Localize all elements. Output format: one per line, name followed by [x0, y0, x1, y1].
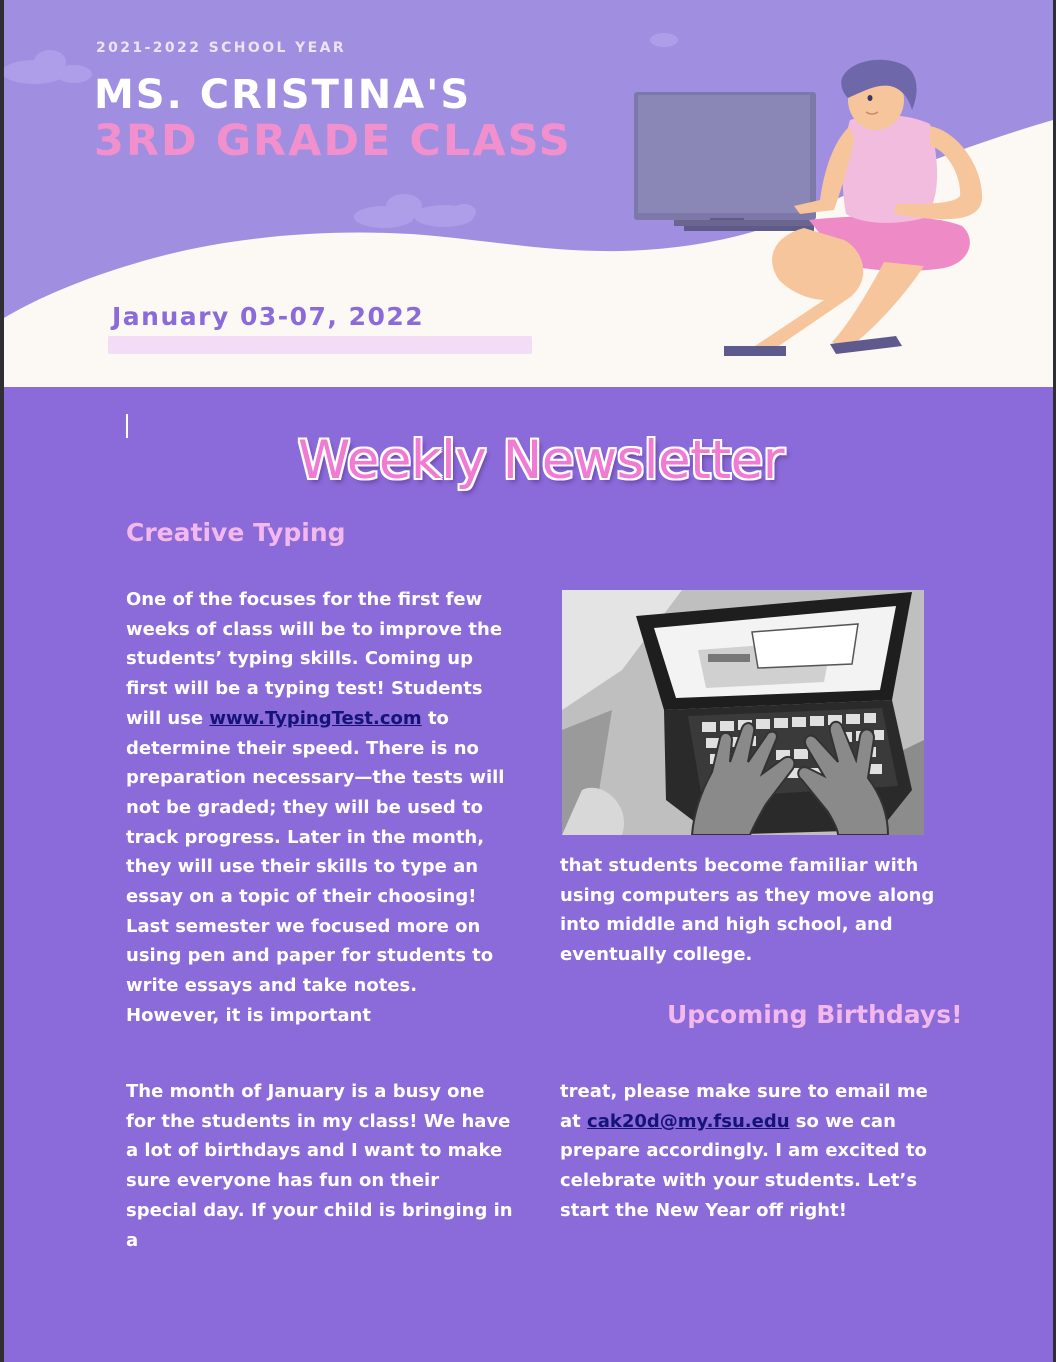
date-highlight-bar — [108, 336, 532, 354]
week-date: January 03-07, 2022 — [112, 302, 425, 331]
creative-typing-paragraph-continued: that students become familiar with using computers as they move along into middle and high school, and eventually college. — [560, 855, 935, 966]
school-year-label: 2021-2022 SCHOOL YEAR — [96, 40, 347, 56]
header-banner — [4, 0, 1053, 387]
email-link[interactable]: cak20d@my.fsu.edu — [587, 1110, 790, 1132]
laptop-typing-hands-image — [562, 590, 924, 835]
creative-typing-text-2: to determine their speed. There is no preparation necessary—the tests will not be graded; they will be used to track progress. Later in the month, they will use their skills to type an essay on a topic of their choosing! Last semester we focused more on using pen and paper for students to write essays and take notes. However, it is important — [126, 707, 505, 1026]
creative-typing-paragraph — [126, 585, 516, 1031]
creative-typing-text-1: One of the focuses for the first few weeks of class will be to improve the students’ typing skills. Coming up first will be a typing test! Students will use — [126, 589, 503, 729]
newsletter-title: Weekly Newsletter — [297, 430, 785, 491]
creative-typing-heading: Creative Typing — [126, 518, 346, 547]
typingtest-link[interactable]: www.TypingTest.com — [209, 707, 422, 729]
birthdays-text-2: so we can prepare accordingly. I am excited to celebrate with your students. Let’s start the New Year off right! — [560, 1110, 927, 1221]
birthdays-paragraph-right — [560, 1077, 940, 1226]
birthdays-paragraph-left: The month of January is a busy one for the students in my class! We have a lot of birthdays and I want to make sure everyone has fun on their special day. If your child is bringing in a — [126, 1081, 513, 1251]
upcoming-birthdays-heading: Upcoming Birthdays! — [667, 1000, 963, 1029]
class-title-line1: MS. CRISTINA'S — [94, 72, 472, 118]
class-title-line2: 3RD GRADE CLASS — [94, 116, 572, 166]
birthdays-text-1: treat, please make sure to email me at — [560, 1081, 928, 1132]
